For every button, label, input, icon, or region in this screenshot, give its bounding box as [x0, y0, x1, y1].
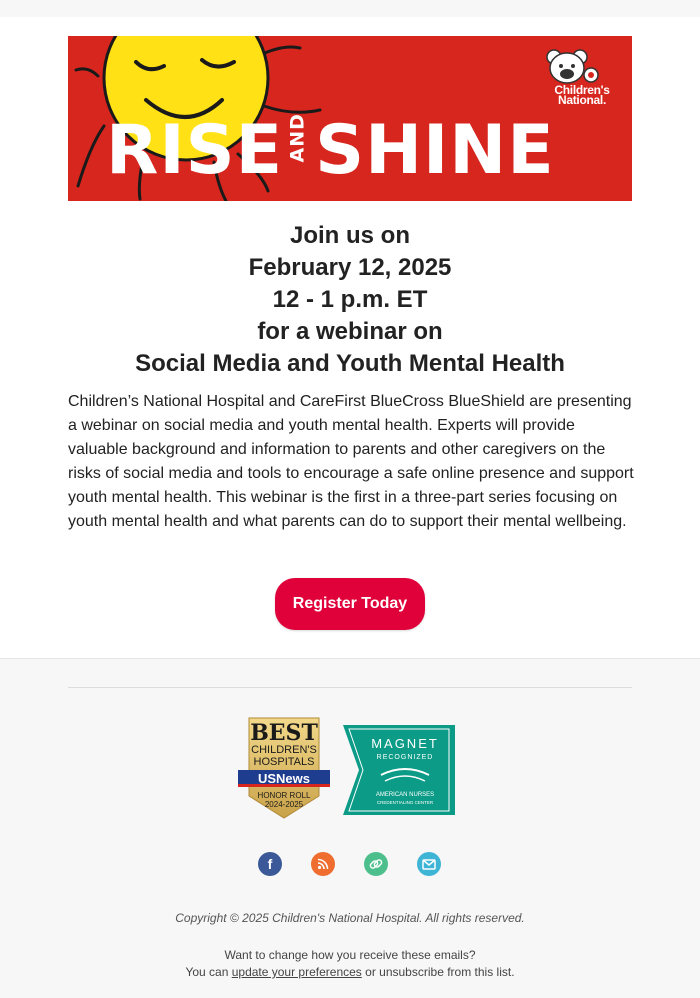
register-today-button[interactable]: Register Today	[275, 578, 425, 630]
bear-logo-icon	[542, 48, 602, 86]
usnews-brand: USNews	[257, 771, 311, 786]
magnet-line1: MAGNET	[371, 736, 439, 751]
usnews-line2: CHILDREN'S	[251, 744, 317, 756]
headline-date: February 12, 2025	[248, 254, 452, 281]
banner-title	[106, 111, 555, 190]
rss-icon[interactable]	[311, 852, 335, 876]
email-card	[0, 17, 700, 659]
hero-banner	[68, 36, 632, 201]
unsubscribe-text: or unsubscribe from this list.	[365, 965, 515, 979]
magnet-recognized-badge	[343, 725, 455, 815]
event-description: Children’s National Hospital and CareFirst BlueCross BlueShield are presenting a webinar on social media and youth mental health. Experts will provide valuable background and information to parents and other caregivers on the risks of social media and tools to encourage a safe online presence and support youth mental health. This webinar is the first in a three-part series focusing on youth mental health and what parents can do to support their mental wellbeing.	[68, 393, 634, 530]
email-footer	[0, 659, 700, 998]
brand-name-line1: Children's	[554, 83, 610, 97]
headline-topic: Social Media and Youth Mental Health	[135, 350, 565, 377]
svg-text:f: f	[267, 856, 273, 872]
change-emails-text: Want to change how you receive these emails?	[224, 948, 476, 962]
banner-title-and: AND	[286, 112, 309, 162]
headline-line-4: for a webinar on	[257, 318, 443, 345]
link-icon[interactable]	[364, 852, 388, 876]
email-icon[interactable]	[417, 852, 441, 876]
usnews-line3: HOSPITALS	[253, 756, 315, 768]
update-preferences-link[interactable]: update your preferences	[231, 965, 362, 979]
brand-name-line2: National.	[558, 93, 606, 107]
usnews-honor-roll: HONOR ROLL	[257, 791, 311, 800]
top-spacer	[0, 0, 700, 17]
magnet-line3: AMERICAN NURSES	[375, 792, 435, 798]
banner-title-shine: SHINE	[315, 111, 555, 190]
preferences-line	[0, 964, 700, 981]
usnews-years: 2024-2025	[264, 800, 304, 809]
event-headline	[68, 220, 632, 380]
usnews-best-childrens-hospitals-badge	[238, 716, 330, 820]
childrens-national-logo	[542, 48, 622, 106]
magnet-line2: RECOGNIZED	[376, 754, 434, 761]
facebook-icon[interactable]	[258, 852, 282, 876]
email-preferences	[0, 947, 700, 981]
headline-time: 12 - 1 p.m. ET	[272, 286, 428, 313]
social-links	[0, 852, 700, 876]
copyright-text: Copyright © 2025 Children's National Hospital. All rights reserved.	[175, 911, 525, 925]
banner-title-rise: RISE	[106, 111, 284, 190]
magnet-line4: CREDENTIALING CENTER	[376, 800, 434, 805]
footer-divider	[68, 687, 632, 688]
headline-line-1: Join us on	[290, 222, 410, 249]
usnews-line1: BEST	[250, 720, 318, 746]
you-can-text: You can	[185, 965, 229, 979]
